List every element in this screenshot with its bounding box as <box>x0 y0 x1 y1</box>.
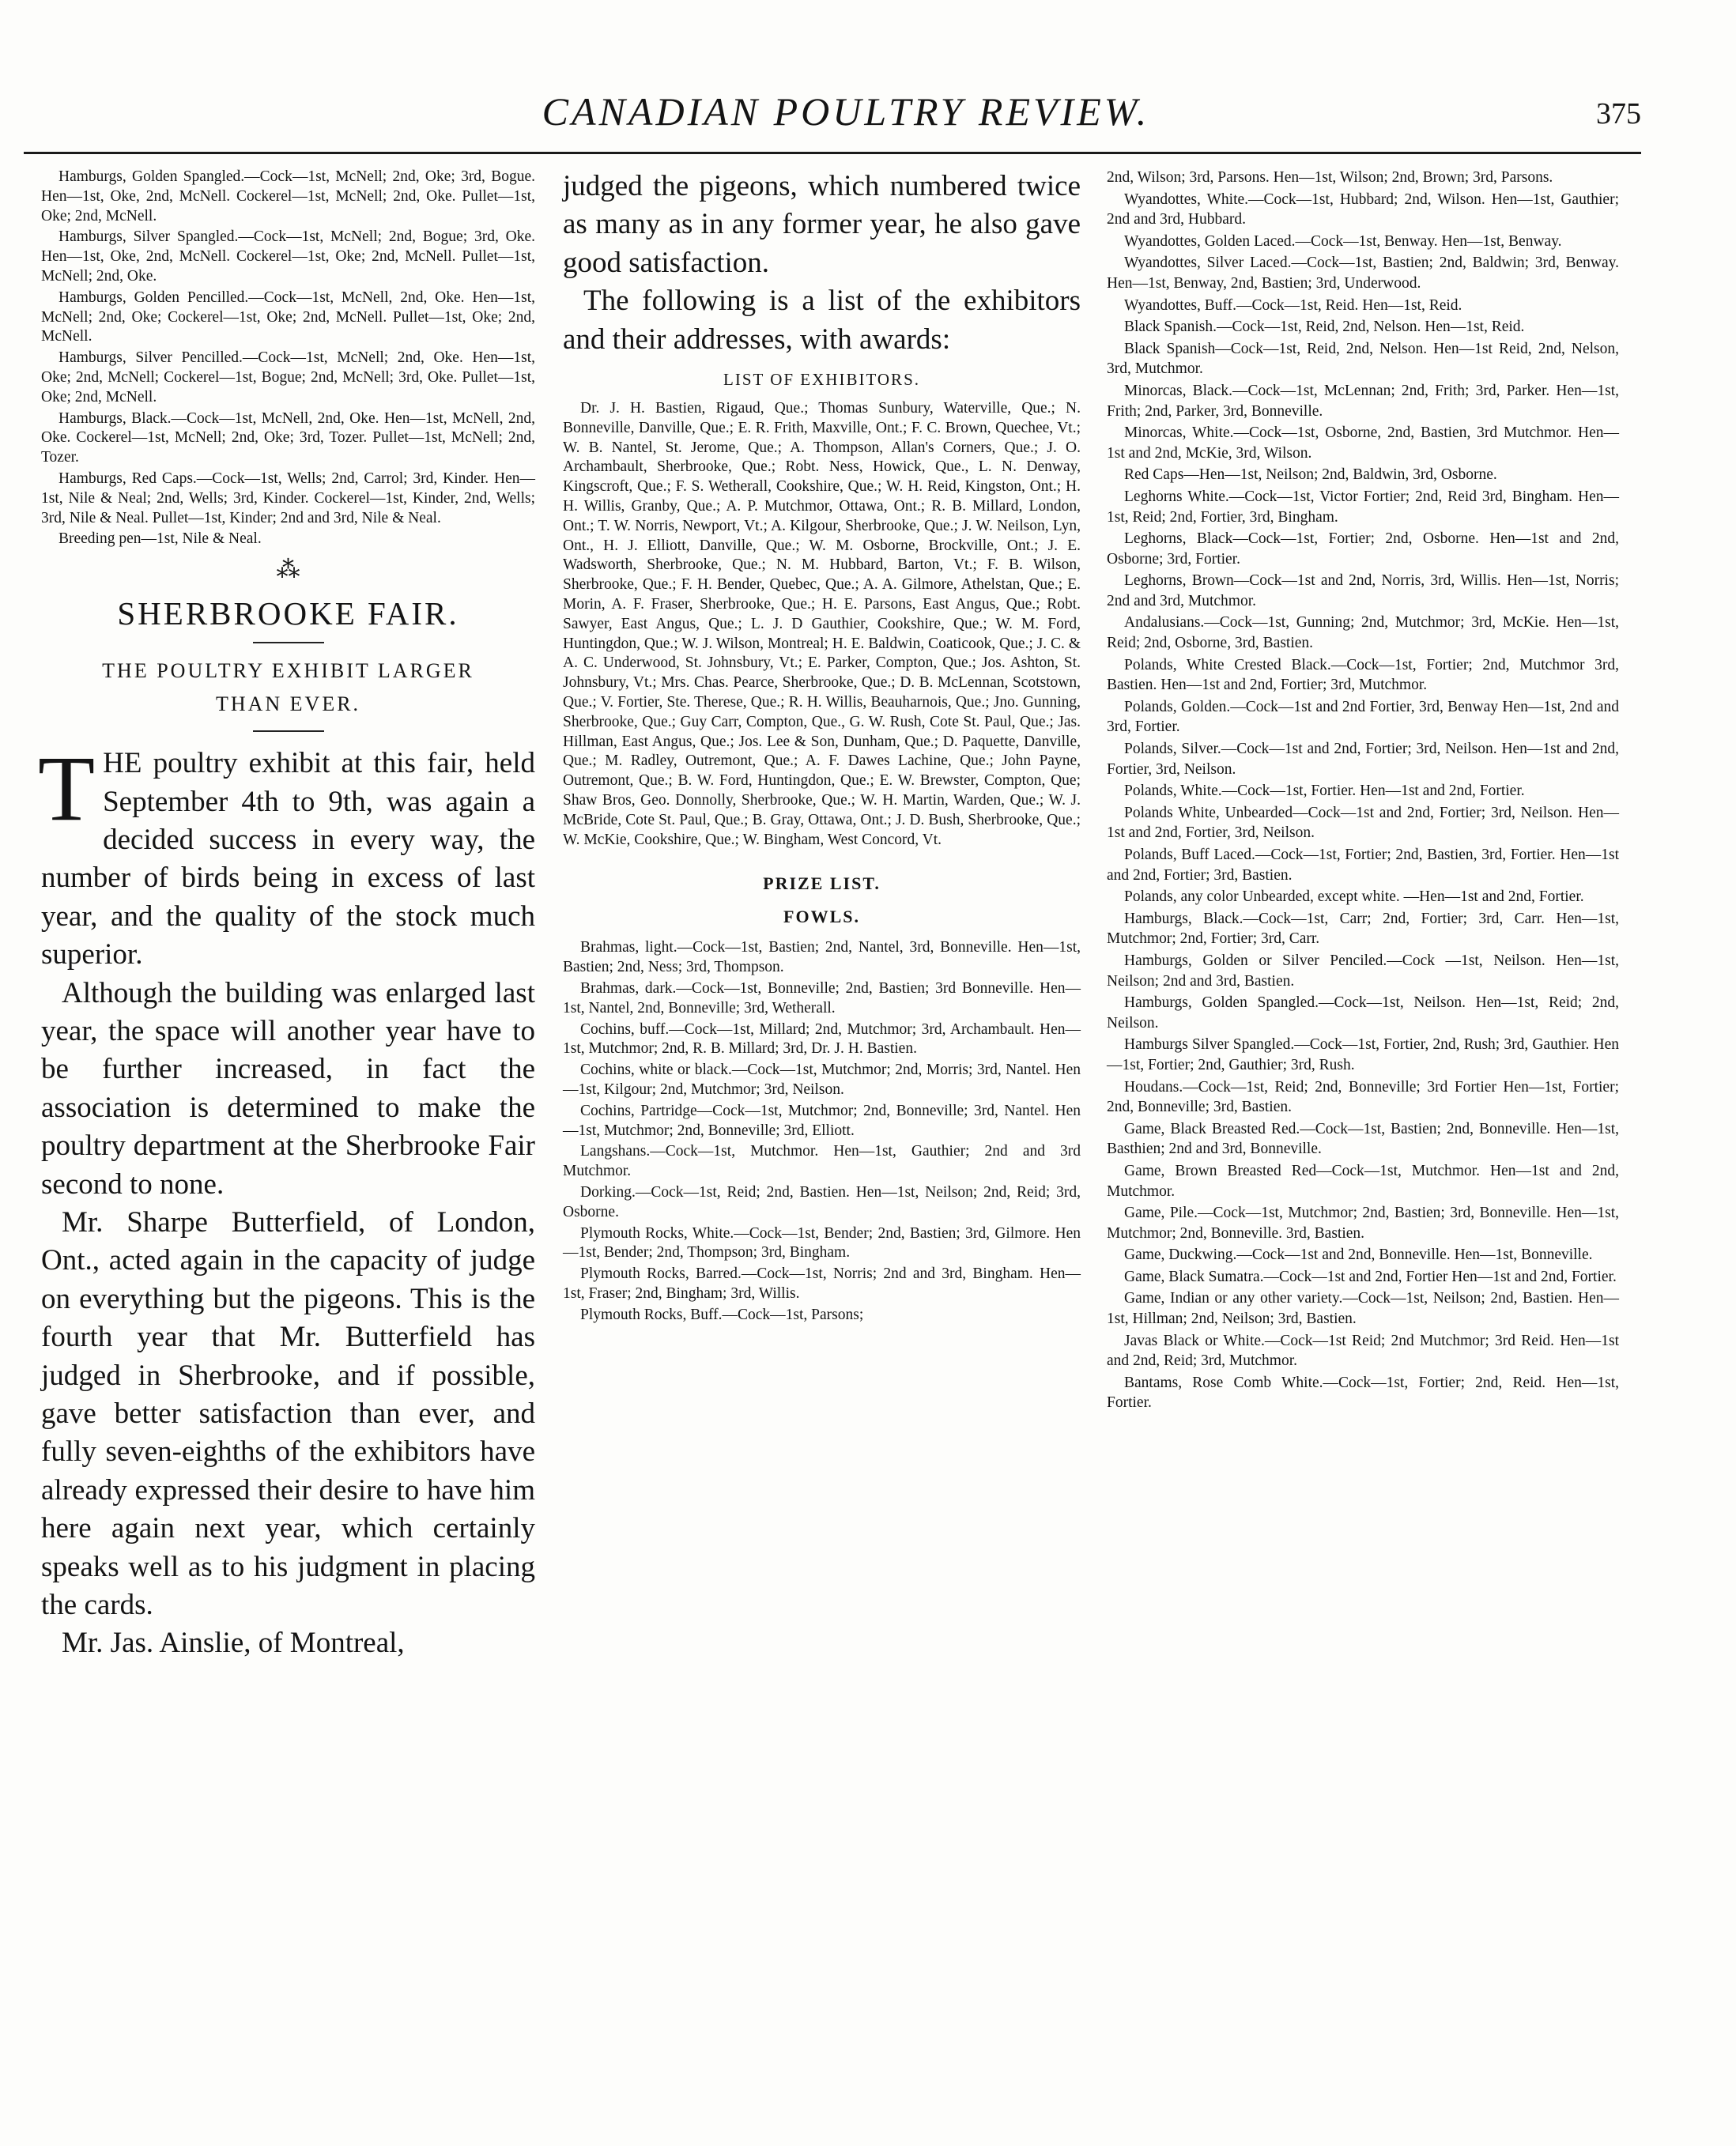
subhead-line: THE POULTRY EXHIBIT LARGER <box>102 659 474 683</box>
article-title: SHERBROOKE FAIR. <box>117 595 459 632</box>
result-entry: Wyandottes, Buff.—Cock—1st, Reid. Hen—1st, Reid. <box>1124 296 1462 314</box>
result-entry: Dorking.—Cock—1st, Reid; 2nd, Bastien. Hen—1st, Neilson; 2nd, Reid; 3rd, Osborne. <box>563 1183 1081 1220</box>
result-entry: Houdans.—Cock—1st, Reid; 2nd, Bonneville; 3rd Fortier Hen—1st, Fortier; 2nd, Bonneville; 3rd, Bastien. <box>1107 1078 1619 1116</box>
body-paragraph: Mr. Sharpe Butterfield, of London, Ont., acted again in the capacity of judge on everything but the pigeons. This is the fourth year that Mr. Butterfield has judged in Sherbrooke, and if possible, gave better satisfaction than ever, and fully seven-eighths of the exhibitors have already expressed their desire to have him here again next year, which certainly speaks well as to his judgment in placing the cards. <box>41 1206 535 1622</box>
page-number: 375 <box>1596 97 1641 130</box>
result-entry: Hamburgs, Golden Spangled.—Cock—1st, Neilson. Hen—1st, Reid; 2nd, Neilson. <box>1107 994 1619 1032</box>
result-entry: Andalusians.—Cock—1st, Gunning; 2nd, Mutchmor; 3rd, McKie. Hen—1st, Reid; 2nd, Osborne, 3rd, Bastien. <box>1107 614 1619 652</box>
result-entry: Hamburgs, Golden Pencilled.—Cock—1st, McNell, 2nd, Oke. Hen—1st, McNell; 2nd, Oke; Cockerel—1st, Oke; 2nd, McNell. Pullet—1st, Oke; 2nd, McNell. <box>41 289 535 345</box>
result-entry: Wyandottes, White.—Cock—1st, Hubbard; 2nd, Wilson. Hen—1st, Gauthier; 2nd and 3rd, Hubbard. <box>1107 190 1619 228</box>
body-paragraph: Although the building was enlarged last year, the space will another year have to be further increased, in fact the association is determined to make the poultry department at the Sherbrooke Fair second to none. <box>41 976 535 1201</box>
result-entry: Game, Black Sumatra.—Cock—1st and 2nd, Fortier Hen—1st and 2nd, Fortier. <box>1124 1268 1617 1285</box>
result-entry: Black Spanish—Cock—1st, Reid, 2nd, Nelson. Hen—1st Reid, 2nd, Nelson, 3rd, Mutchmor. <box>1107 340 1619 378</box>
result-entry: Game, Black Breasted Red.—Cock—1st, Bastien; 2nd, Bonneville. Hen—1st, Basthien; 2nd and 3rd, Bonneville. <box>1107 1120 1619 1158</box>
exhibitors-text: Dr. J. H. Bastien, Rigaud, Que.; Thomas Sunbury, Waterville, Que.; N. Bonneville, Danville, Que.; E. R. Frith, Maxville, Ont.; F. C. Brown, Quechee, Vt.; W. B. Nantel, St. Jerome, Que.; A. Thompson, Allan's Corners, Que.; J. O. Archambault, Sherbrooke, Que.; Robt. Ness, Howick, Que., L. N. Denway, Kingscroft, Que.; F. S. Wetherall, Cookshire, Que.; W. H. Reid, Kingston, Ont.; H. H. Willis, Granby, Que.; A. P. Mutchmor, Ottawa, Ont.; R. B. Millard, London, Ont.; T. W. Norris, Newport, Vt.; A. Kilgour, Sherbrooke, Que.; J. W. Neilson, Lyn, Ont., H. J. Elliott, Danville, Que.; W. M. Osborne, Brockville, Ont.; J. E. Wadsworth, Sherbrooke, Que.; N. M. Hubbard, Barton, Vt.; F. B. Wilson, Sherbrooke, Que.; F. H. Bender, Quebec, Que.; A. A. Gilmore, Athelstan, Que.; E. Morin, A. F. Fraser, Sherbrooke, Que.; H. E. Parsons, East Angus, Que.; Robt. Sawyer, East Angus, Que.; L. J. D Gauthier, Cookshire, Que.; W. M. Ford, Huntingdon, Que.; W. J. Wilson, Montreal; H. E. Baldwin, Coaticook, Que.; J. C. & A. C. Underwood, St. Johnsbury, Vt.; E. Parker, Compton, Que.; Jos. Ashton, St. Johnsbury, Vt.; Mrs. Chas. Pearce, Sherbrooke, Que.; D. B. McLennan, Scotstown, Que.; V. Fortier, Ste. Therese, Que.; R. H. Willis, Beauharnois, Que.; Jno. Gunning, Sherbrooke, Que.; Guy Carr, Compton, Que., G. W. Rush, Cote St. Paul, Que.; Jas. Hillman, East Angus, Que.; Jos. Lee & Son, Dunham, Que.; D. Paquette, Danville, Que.; M. Radley, Outremont, Que.; A. F. Dawes Lachine, Que.; John Payne, Outremont, Que.; B. W. Ford, Huntingdon, Que.; E. W. Brewster, Compton, Que; Shaw Bros, Geo. Donnolly, Sherbrooke, Que.; W. H. Martin, Warden, Que.; W. J. McBride, Cote St. Paul, Que.; B. Gray, Ottawa, Ont.; J. D. Bush, Sherbrooke, Que.; W. McKie, Cookshire, Que.; W. Bingham, West Concord, Vt. <box>563 400 1081 848</box>
running-title: CANADIAN POULTRY REVIEW. <box>542 89 1150 134</box>
prize-results <box>563 938 1081 1325</box>
result-entry: Langshans.—Cock—1st, Mutchmor. Hen—1st, Gauthier; 2nd and 3rd Mutchmor. <box>563 1143 1081 1180</box>
body-paragraph: Mr. Jas. Ainslie, of Montreal, <box>62 1627 405 1660</box>
subhead-line: THAN EVER. <box>215 692 361 716</box>
column-middle <box>563 168 1081 1327</box>
result-entry: Plymouth Rocks, Buff.—Cock—1st, Parsons; <box>580 1306 864 1323</box>
result-entry: Minorcas, Black.—Cock—1st, McLennan; 2nd, Frith; 3rd, Parker. Hen—1st, Frith; 2nd, Parker, 3rd, Bonneville. <box>1107 382 1619 420</box>
result-entry: Game, Indian or any other variety.—Cock—1st, Neilson; 2nd, Bastien. Hen—1st, Hillman; 2nd, Neilson; 3rd, Bastien. <box>1107 1290 1619 1328</box>
result-entry: Cochins, buff.—Cock—1st, Millard; 2nd, Mutchmor; 3rd, Archambault. Hen—1st, Mutchmor; 2nd, R. B. Millard; 3rd, Dr. J. H. Bastien. <box>563 1020 1081 1058</box>
result-entry: Cochins, Partridge—Cock—1st, Mutchmor; 2nd, Bonneville; 3rd, Nantel. Hen—1st, Mutchmor; 2nd, Bonneville; 3rd, Elliott. <box>563 1102 1081 1139</box>
hamburg-results <box>41 168 535 549</box>
result-entry: 2nd, Wilson; 3rd, Parsons. Hen—1st, Wilson; 2nd, Brown; 3rd, Parsons. <box>1107 169 1553 186</box>
exhibitors-list <box>563 399 1081 850</box>
body-paragraph: judged the pigeons, which numbered twice as many as in any former year, he also gave good satisfaction. <box>563 170 1081 279</box>
result-entry: Cochins, white or black.—Cock—1st, Mutchmor; 2nd, Morris; 3rd, Nantel. Hen—1st, Kilgour; 2nd, Mutchmor; 3rd, Neilson. <box>563 1062 1081 1098</box>
result-entry: Polands, White.—Cock—1st, Fortier. Hen—1st and 2nd, Fortier. <box>1124 783 1525 800</box>
result-entry: Wyandottes, Silver Laced.—Cock—1st, Bastien; 2nd, Baldwin; 3rd, Benway. Hen—1st, Benway, 2nd, Bastien; 3rd, Underwood. <box>1107 255 1619 292</box>
article-body-continued <box>563 168 1081 359</box>
result-entry: Red Caps—Hen—1st, Neilson; 2nd, Baldwin, 3rd, Osborne. <box>1124 466 1497 484</box>
result-entry: Plymouth Rocks, Barred.—Cock—1st, Norris; 2nd and 3rd, Bingham. Hen—1st, Fraser; 2nd, Bingham; 3rd, Willis. <box>563 1265 1081 1302</box>
result-entry: Polands, Buff Laced.—Cock—1st, Fortier; 2nd, Bastien, 3rd, Fortier. Hen—1st and 2nd, Fortier; 3rd, Bastien. <box>1107 847 1619 884</box>
result-entry: Game, Duckwing.—Cock—1st and 2nd, Bonneville. Hen—1st, Bonneville. <box>1124 1246 1593 1264</box>
result-entry: Black Spanish.—Cock—1st, Reid, 2nd, Nelson. Hen—1st, Reid. <box>1124 319 1525 336</box>
result-entry: Polands, Golden.—Cock—1st and 2nd Fortier, 3rd, Benway Hen—1st, 2nd and 3rd, Fortier. <box>1107 698 1619 736</box>
result-entry: Leghorns, Black—Cock—1st, Fortier; 2nd, Osborne. Hen—1st and 2nd, Osborne; 3rd, Fortier. <box>1107 530 1619 568</box>
result-entry: Breeding pen—1st, Nile & Neal. <box>58 530 262 548</box>
page-header <box>0 0 1736 158</box>
result-entry: Polands White, Unbearded—Cock—1st and 2nd, Fortier; 3rd, Neilson. Hen—1st and 2nd, Fortier, 3rd, Neilson. <box>1107 804 1619 842</box>
result-entry: Polands, White Crested Black.—Cock—1st, Fortier; 2nd, Mutchmor 3rd, Bastien. Hen—1st and 2nd, Fortier; 3rd, Mutchmor. <box>1107 656 1619 694</box>
result-entry: Hamburgs, Golden or Silver Penciled.—Cock —1st, Neilson. Hen—1st, Neilson; 2nd and 3rd, Bastien. <box>1107 952 1619 990</box>
prize-results-continued <box>1107 168 1619 1413</box>
result-entry: Hamburgs, Silver Spangled.—Cock—1st, McNell; 2nd, Bogue; 3rd, Oke. Hen—1st, Oke, 2nd, McNell. Cockerel—1st, Oke; 2nd, McNell. Pullet—1st, McNell; 2nd, Oke. <box>41 228 535 285</box>
result-entry: Hamburgs, Golden Spangled.—Cock—1st, McNell; 2nd, Oke; 3rd, Bogue. Hen—1st, Oke, 2nd, McNell. Cockerel—1st, McNell; 2nd, Oke. Pullet—1st, Oke; 2nd, McNell. <box>41 168 535 224</box>
drop-cap: T <box>38 737 96 841</box>
header-rule <box>24 152 1641 154</box>
result-entry: Bantams, Rose Comb White.—Cock—1st, Fortier; 2nd, Reid. Hen—1st, Fortier. <box>1107 1374 1619 1412</box>
prize-list-heading: PRIZE LIST. <box>763 873 881 894</box>
result-entry: Polands, any color Unbearded, except white. —Hen—1st and 2nd, Fortier. <box>1124 888 1584 906</box>
article-body <box>38 737 535 1663</box>
subhead-rule <box>253 730 324 732</box>
result-entry: Hamburgs, Black.—Cock—1st, McNell, 2nd, Oke. Hen—1st, McNell, 2nd, Oke. Cockerel—1st, McNell; 2nd, Oke; 3rd, Tozer. Pullet—1st, McNell; 2nd, Tozer. <box>41 409 535 466</box>
lead-paragraph <box>38 737 535 974</box>
result-entry: Javas Black or White.—Cock—1st Reid; 2nd Mutchmor; 3rd Reid. Hen—1st and 2nd, Reid; 3rd, Mutchmor. <box>1107 1332 1619 1370</box>
result-entry: Leghorns, Brown—Cock—1st and 2nd, Norris, 3rd, Willis. Hen—1st, Norris; 2nd and 3rd, Mutchmor. <box>1107 572 1619 609</box>
result-entry: Polands, Silver.—Cock—1st and 2nd, Fortier; 3rd, Neilson. Hen—1st and 2nd, Fortier, 3rd, Neilson. <box>1107 741 1619 778</box>
title-rule <box>253 642 324 643</box>
result-entry: Game, Brown Breasted Red—Cock—1st, Mutchmor. Hen—1st and 2nd, Mutchmor. <box>1107 1162 1619 1200</box>
result-entry: Hamburgs, Red Caps.—Cock—1st, Wells; 2nd, Carrol; 3rd, Kinder. Hen—1st, Nile & Neal; 2nd, Wells; 3rd, Kinder. Cockerel—1st, Kinder, 2nd, Wells; 3rd, Nile & Neal. Pullet—1st, Kinder; 2nd and 3rd, Nile & Neal. <box>41 470 535 526</box>
result-entry: Hamburgs Silver Spangled.—Cock—1st, Fortier, 2nd, Rush; 3rd, Gauthier. Hen—1st, Fortier; 2nd, Gauthier; 3rd, Rush. <box>1107 1036 1619 1073</box>
article-subhead <box>41 654 535 721</box>
result-entry: Minorcas, White.—Cock—1st, Osborne, 2nd, Bastien, 3rd Mutchmor. Hen—1st and 2nd, McKie, 3rd, Wilson. <box>1107 424 1619 462</box>
result-entry: Hamburgs, Black.—Cock—1st, Carr; 2nd, Fortier; 3rd, Carr. Hen—1st, Mutchmor; 2nd, Fortier; 3rd, Carr. <box>1107 910 1619 948</box>
column-right <box>1107 168 1619 1415</box>
body-paragraph: The following is a list of the exhibitors and their addresses, with awards: <box>563 285 1081 356</box>
fleuron-ornament: ⁂ <box>276 556 300 583</box>
result-entry: Brahmas, light.—Cock—1st, Bastien; 2nd, Nantel, 3rd, Bonneville. Hen—1st, Bastien; 2nd, Ness; 3rd, Thompson. <box>563 939 1081 976</box>
result-entry: Hamburgs, Silver Pencilled.—Cock—1st, McNell; 2nd, Oke. Hen—1st, Oke; 2nd, McNell; Cockerel—1st, Bogue; 2nd, McNell; 3rd, Oke. Pullet—1st, Oke; 2nd, McNell. <box>41 349 535 405</box>
fowls-heading: FOWLS. <box>783 907 860 927</box>
result-entry: Plymouth Rocks, White.—Cock—1st, Bender; 2nd, Bastien; 3rd, Gilmore. Hen—1st, Bender; 2nd, Thompson; 3rd, Bingham. <box>563 1224 1081 1262</box>
lead-paragraph-text: HE poultry exhibit at this fair, held September 4th to 9th, was again a decided success in every way, the number of birds being in excess of last year, and the quality of the stock much superior. <box>41 747 535 971</box>
exhibitors-heading: LIST OF EXHIBITORS. <box>723 370 920 390</box>
column-left <box>38 168 535 1663</box>
result-entry: Game, Pile.—Cock—1st, Mutchmor; 2nd, Bastien; 3rd, Bonneville. Hen—1st, Mutchmor; 2nd, Bonneville. 3rd, Bastien. <box>1107 1205 1619 1242</box>
result-entry: Leghorns White.—Cock—1st, Victor Fortier; 2nd, Reid 3rd, Bingham. Hen—1st, Reid; 2nd, Fortier, 3rd, Bingham. <box>1107 488 1619 526</box>
result-entry: Wyandottes, Golden Laced.—Cock—1st, Benway. Hen—1st, Benway. <box>1124 232 1562 250</box>
result-entry: Brahmas, dark.—Cock—1st, Bonneville; 2nd, Bastien; 3rd Bonneville. Hen—1st, Nantel, 2nd, Bonneville; 3rd, Wetherall. <box>563 979 1081 1016</box>
